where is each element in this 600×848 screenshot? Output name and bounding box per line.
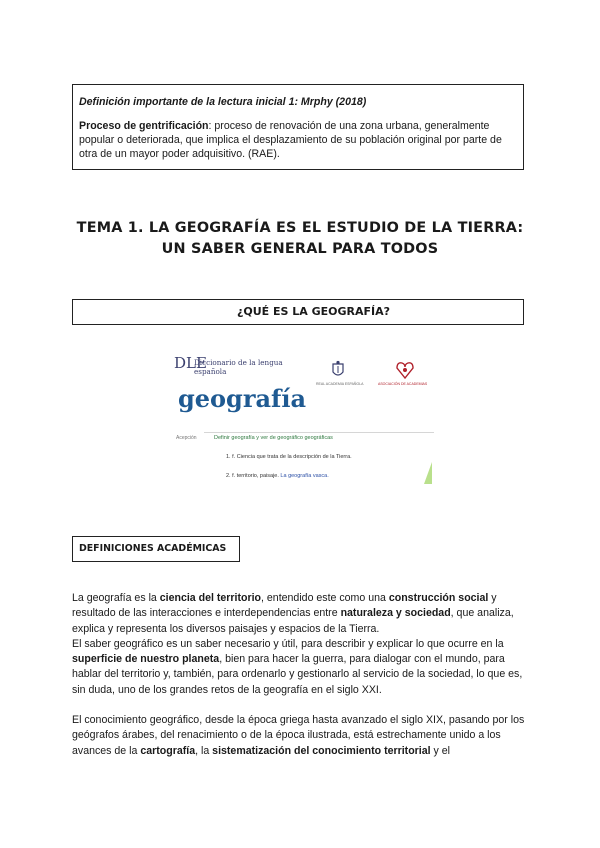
body-paragraph-3 (72, 713, 528, 759)
bold-term: construcción social (388, 592, 489, 604)
dictionary-entry-2 (226, 473, 329, 479)
section-question-label: ¿QUÉ ES LA GEOGRAFÍA? (237, 305, 391, 318)
asale-crest-icon: ASOCIACIÓN DE ACADEMIAS (394, 360, 416, 385)
tema-line-1: TEMA 1. LA GEOGRAFÍA ES EL ESTUDIO DE LA TIERRA: (76, 220, 524, 236)
definition-paragraph (79, 119, 517, 161)
text-run: El saber geográfico es un saber necesario y útil, para describir y explicar lo que ocurre en la (72, 637, 504, 650)
text-run: , que analiza, explica y representa los diversos paisajes y espacios de la Tierra. (72, 607, 514, 635)
text-run: y resultado de las interacciones e interdependencias entre (72, 592, 497, 620)
bold-term: naturaleza y sociedad (340, 607, 451, 620)
section-definitions-box (72, 536, 240, 562)
text-run: El conocimiento geográfico, desde la época griega hasta avanzado el siglo XIX, pasando por los geógrafos árabes, del renacimiento o de la época ilustrada, está estrechamente unido a los avances de la (72, 714, 525, 757)
body-text (72, 591, 528, 759)
dictionary-word: geografía (178, 384, 307, 413)
dictionary-acepcion-label: Acepción (176, 435, 197, 441)
text-run: , la (195, 744, 213, 757)
dictionary-corner-decoration (424, 462, 432, 484)
body-paragraph-1 (72, 591, 528, 637)
bold-term: sistematización del conocimiento territorial (212, 744, 431, 757)
definition-box (72, 84, 524, 170)
rae-crest-icon: REAL ACADEMIA ESPAÑOLA (330, 360, 346, 387)
text-run: , entendido este como una (261, 592, 389, 604)
dictionary-entry-2-example: La geografía vasca. (280, 473, 329, 479)
text-run: y el (430, 744, 451, 757)
bold-term: cartografía (140, 744, 196, 757)
definition-text: : proceso de renovación de una zona urbana, generalmente popular o deteriorada, que implica el desplazamiento de su población original por parte de otra de un mayor poder adquisitivo. (RAE). (79, 120, 502, 160)
definition-source: Definición importante de la lectura inicial 1: Mrphy (2018) (79, 96, 367, 108)
tema-heading (40, 218, 560, 260)
tema-line-2: UN SABER GENERAL PARA TODOS (161, 241, 439, 257)
dle-logo-text: Diccionario de la lengua española (194, 358, 283, 376)
bold-term: superficie de nuestro planeta (72, 653, 220, 666)
text-run: La geografía es la (72, 592, 160, 604)
dictionary-entry-header: Definir geografía y ver de geográfico geográficas (214, 435, 333, 441)
section-question-box (72, 299, 524, 325)
body-paragraph-2 (72, 637, 528, 698)
dictionary-entry-2-text: 2. f. territorio, paisaje. (226, 473, 281, 479)
dictionary-entry-1: 1. f. Ciencia que trata de la descripción de la Tierra. (226, 454, 352, 460)
text-run: , bien para hacer la guerra, para dialogar con el mundo, para hablar del territorio y, también, para ordenarlo y gestionarlo al servicio de la sociedad, lo que es, sin duda, uno de los grandes retos de la geografía en el siglo XXI. (72, 653, 523, 696)
section-definitions-label: DEFINICIONES ACADÉMICAS (79, 543, 227, 554)
bold-term: ciencia del territorio (159, 592, 262, 604)
definition-term: Proceso de gentrificación (79, 120, 209, 132)
dictionary-image (170, 352, 440, 488)
dictionary-divider (204, 432, 434, 433)
dle-logo-mark: DLE (174, 354, 207, 372)
